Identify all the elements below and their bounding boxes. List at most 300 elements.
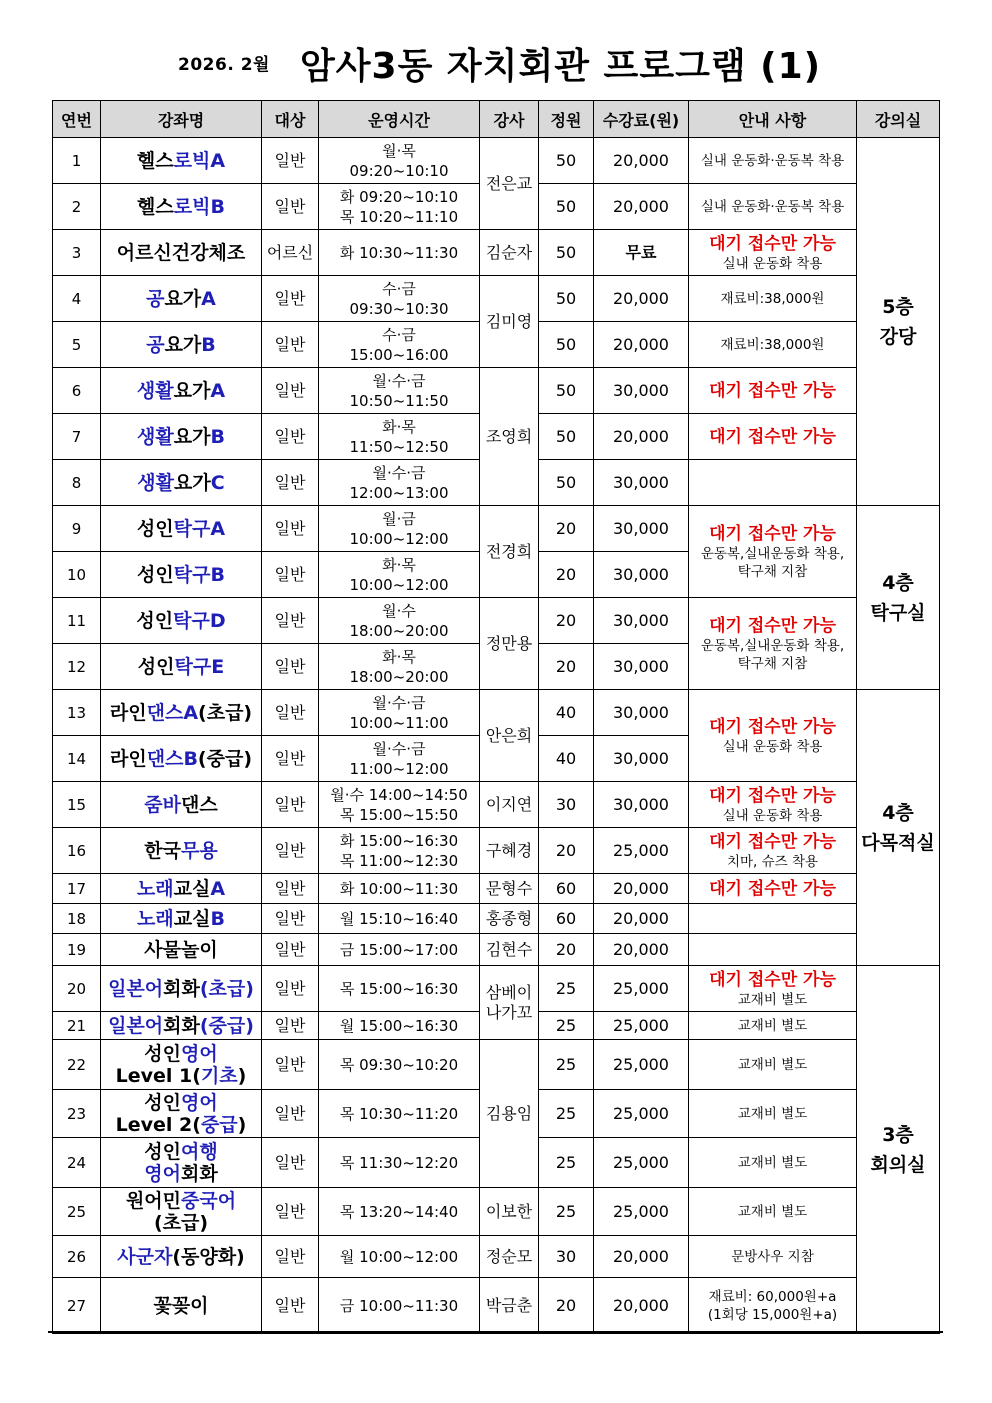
tuition-fee: 25,000 xyxy=(594,1012,689,1040)
notice xyxy=(689,1236,857,1278)
table-row xyxy=(53,276,940,322)
target-group: 일반 xyxy=(262,644,319,690)
notice-line: 실내 운동화·운동복 착용 xyxy=(700,198,845,215)
course-name xyxy=(101,368,262,414)
course-name-part: 어르신건강체조 xyxy=(116,241,246,264)
schedule-time xyxy=(319,690,480,736)
schedule-time-line: 10:50~11:50 xyxy=(349,391,449,410)
capacity: 20 xyxy=(539,598,594,644)
course-name-part: 성인 xyxy=(136,517,174,540)
schedule-time-line: 09:20~10:10 xyxy=(349,161,449,180)
schedule-time xyxy=(319,782,480,828)
course-name-part: B xyxy=(210,907,225,930)
table-row xyxy=(53,782,940,828)
row-number: 27 xyxy=(53,1278,101,1334)
instructor-line: 삼베이 xyxy=(485,982,533,1002)
course-name-part: 공 xyxy=(146,287,165,310)
course-name xyxy=(101,552,262,598)
course-name-part: C xyxy=(210,471,225,494)
course-name-part: B xyxy=(210,425,225,448)
waitlist-notice: 대기 접수만 가능 xyxy=(709,426,836,447)
row-number: 11 xyxy=(53,598,101,644)
capacity: 20 xyxy=(539,506,594,552)
target-group: 일반 xyxy=(262,1236,319,1278)
header-col-room: 강의실 xyxy=(857,101,940,138)
instructor xyxy=(480,506,539,598)
course-name-part: ) xyxy=(237,1113,247,1136)
target-group: 일반 xyxy=(262,874,319,904)
course-name-part: 기초 xyxy=(200,1064,238,1087)
schedule-time-line: 화·목 xyxy=(382,417,416,436)
course-name-part: Level 1( xyxy=(115,1064,201,1087)
schedule-time xyxy=(319,1012,480,1040)
notice xyxy=(689,934,857,966)
course-name-part: B xyxy=(201,333,216,356)
course-name-part: 생활 xyxy=(137,425,174,448)
notice xyxy=(689,828,857,874)
target-group: 일반 xyxy=(262,828,319,874)
tuition-fee: 30,000 xyxy=(594,690,689,736)
course-name-part: 영어 xyxy=(144,1162,181,1185)
course-name-part: (초급) xyxy=(199,977,254,1000)
schedule-time-line: 목 11:00~12:30 xyxy=(339,851,459,870)
tuition-fee: 30,000 xyxy=(594,506,689,552)
schedule-time xyxy=(319,644,480,690)
notice-line: 실내 운동화 착용 xyxy=(722,738,823,755)
row-number: 26 xyxy=(53,1236,101,1278)
tuition-fee: 20,000 xyxy=(594,414,689,460)
course-name-part: 생활 xyxy=(136,379,174,402)
course-name-part: 중급 xyxy=(200,1113,238,1136)
course-name xyxy=(101,138,262,184)
notice xyxy=(689,414,857,460)
course-name-part: D xyxy=(209,609,226,632)
schedule-time-line: 화·목 xyxy=(382,647,416,666)
row-number: 7 xyxy=(53,414,101,460)
notice xyxy=(689,368,857,414)
schedule-time-line: 10:00~12:00 xyxy=(349,575,449,594)
row-number: 17 xyxy=(53,874,101,904)
course-name-part: 일본어 xyxy=(108,1014,164,1037)
target-group: 일반 xyxy=(262,782,319,828)
capacity: 50 xyxy=(539,368,594,414)
instructor xyxy=(480,1040,539,1188)
capacity: 20 xyxy=(539,828,594,874)
schedule-time-line: 11:50~12:50 xyxy=(349,437,449,456)
capacity: 40 xyxy=(539,736,594,782)
target-group: 일반 xyxy=(262,904,319,934)
target-group: 일반 xyxy=(262,460,319,506)
notice-line: 재료비:38,000원 xyxy=(720,336,825,353)
course-name-part: (동양화) xyxy=(172,1245,245,1268)
notice xyxy=(689,690,857,782)
tuition-fee: 25,000 xyxy=(594,1138,689,1188)
capacity: 25 xyxy=(539,1012,594,1040)
table-row xyxy=(53,138,940,184)
row-number: 8 xyxy=(53,460,101,506)
course-name-part: 로빅 xyxy=(173,149,211,172)
schedule-time xyxy=(319,414,480,460)
row-number: 25 xyxy=(53,1188,101,1236)
course-name-part: 무용 xyxy=(181,839,218,862)
classroom-line: 회의실 xyxy=(870,1153,926,1176)
course-name-part: 탁구 xyxy=(173,517,211,540)
waitlist-notice: 대기 접수만 가능 xyxy=(709,969,836,990)
course-name xyxy=(101,904,262,934)
classroom-line: 강당 xyxy=(879,325,917,348)
waitlist-notice: 대기 접수만 가능 xyxy=(709,523,836,544)
capacity: 50 xyxy=(539,230,594,276)
notice-line: 실내 운동화 착용 xyxy=(722,807,823,824)
notice-line: 재료비: 60,000원+a xyxy=(708,1288,837,1305)
table-row xyxy=(53,1236,940,1278)
course-name xyxy=(101,184,262,230)
table-row xyxy=(53,1278,940,1334)
schedule-time-line: 월·금 xyxy=(382,509,416,528)
course-name-part: 탁구 xyxy=(173,563,211,586)
course-name-part: A xyxy=(201,287,216,310)
course-name xyxy=(101,1236,262,1278)
target-group: 일반 xyxy=(262,1012,319,1040)
waitlist-notice: 대기 접수만 가능 xyxy=(709,878,836,899)
schedule-time-line: 월·수 xyxy=(382,601,416,620)
course-name-part: 탁구 xyxy=(174,655,212,678)
course-name-part: 라인 xyxy=(110,747,147,770)
course-name-part: (중급) xyxy=(199,1014,254,1037)
course-name xyxy=(101,598,262,644)
course-name-part: 성인 xyxy=(137,655,175,678)
notice-line: 교재비 별도 xyxy=(737,1017,808,1034)
course-name-part: 댄스 xyxy=(181,793,218,816)
course-name-part: (초급) xyxy=(153,1211,209,1234)
course-name xyxy=(101,1138,262,1188)
schedule-time-line: 목 15:00~16:30 xyxy=(339,979,459,998)
instructor-line: 김용임 xyxy=(485,1103,533,1123)
course-name-part: A xyxy=(210,149,226,172)
instructor-line: 전경희 xyxy=(485,541,533,561)
notice xyxy=(689,966,857,1012)
course-name xyxy=(101,828,262,874)
course-name-part: 성인 xyxy=(144,1042,181,1065)
notice xyxy=(689,184,857,230)
schedule-time-line: 월·수·금 xyxy=(372,463,426,482)
tuition-fee: 25,000 xyxy=(594,966,689,1012)
target-group: 일반 xyxy=(262,552,319,598)
instructor xyxy=(480,690,539,782)
course-name-part: 헬스 xyxy=(137,195,174,218)
schedule-time-line: 화 15:00~16:30 xyxy=(339,831,459,850)
capacity: 50 xyxy=(539,138,594,184)
schedule-time-line: 목 13:20~14:40 xyxy=(339,1202,459,1221)
tuition-fee: 25,000 xyxy=(594,1188,689,1236)
course-name-part: 교실 xyxy=(173,877,211,900)
target-group: 일반 xyxy=(262,276,319,322)
notice-line: 탁구채 지참 xyxy=(737,655,808,672)
schedule-time xyxy=(319,322,480,368)
schedule-time xyxy=(319,1138,480,1188)
classroom-line: 4층 xyxy=(882,801,914,824)
target-group: 일반 xyxy=(262,1278,319,1334)
course-name xyxy=(101,1278,262,1334)
row-number: 18 xyxy=(53,904,101,934)
instructor-line: 나가꼬 xyxy=(485,1002,533,1022)
course-name-part: ) xyxy=(237,1064,247,1087)
schedule-time-line: 화 09:20~10:10 xyxy=(339,187,459,206)
course-name-part: 여행 xyxy=(181,1140,218,1163)
schedule-time-line: 18:00~20:00 xyxy=(349,667,449,686)
course-name-part: 로빅 xyxy=(173,195,211,218)
title-date: 2026. 2월 xyxy=(178,55,270,75)
course-name-part: 회화 xyxy=(163,977,200,1000)
header-col-time: 운영시간 xyxy=(319,101,480,138)
schedule-time-line: 월·수 14:00~14:50 xyxy=(330,785,468,804)
course-name-part: 요가 xyxy=(173,425,211,448)
course-name-part: 탁구 xyxy=(173,609,210,632)
tuition-fee: 20,000 xyxy=(594,276,689,322)
notice-line: 탁구채 지참 xyxy=(737,563,808,580)
capacity: 25 xyxy=(539,966,594,1012)
instructor-line: 전은교 xyxy=(485,173,533,193)
target-group: 일반 xyxy=(262,966,319,1012)
row-number: 12 xyxy=(53,644,101,690)
course-name-part: 요가 xyxy=(164,333,202,356)
schedule-time-line: 월·수·금 xyxy=(372,739,426,758)
tuition-fee: 30,000 xyxy=(594,598,689,644)
table-row xyxy=(53,368,940,414)
capacity: 30 xyxy=(539,1236,594,1278)
course-name-part: A xyxy=(210,379,226,402)
schedule-time-line: 화 10:30~11:30 xyxy=(339,243,459,262)
course-name-part: B xyxy=(210,195,225,218)
table-row xyxy=(53,1040,940,1090)
target-group: 어르신 xyxy=(262,230,319,276)
capacity: 20 xyxy=(539,934,594,966)
schedule-time xyxy=(319,1236,480,1278)
schedule-time xyxy=(319,1278,480,1334)
capacity: 50 xyxy=(539,322,594,368)
course-name-part: (중급) xyxy=(197,747,252,770)
schedule-time-line: 월 10:00~12:00 xyxy=(339,1247,459,1266)
notice xyxy=(689,1040,857,1090)
course-name-part: 영어 xyxy=(181,1091,218,1114)
instructor xyxy=(480,598,539,690)
course-name xyxy=(101,322,262,368)
table-row xyxy=(53,690,940,736)
waitlist-notice: 대기 접수만 가능 xyxy=(709,380,836,401)
schedule-time xyxy=(319,1188,480,1236)
table-row xyxy=(53,598,940,644)
course-name-part: 댄스 xyxy=(146,747,184,770)
row-number: 10 xyxy=(53,552,101,598)
capacity: 25 xyxy=(539,1138,594,1188)
notice-line: 문방사우 지참 xyxy=(731,1248,814,1265)
notice-line: 재료비:38,000원 xyxy=(720,290,825,307)
notice xyxy=(689,904,857,934)
classroom-line: 4층 xyxy=(882,571,914,594)
course-name-part: 생활 xyxy=(137,471,175,494)
course-name-part: A xyxy=(210,517,226,540)
target-group: 일반 xyxy=(262,598,319,644)
course-name-part: 헬스 xyxy=(136,149,174,172)
schedule-time-line: 수·금 xyxy=(382,279,416,298)
instructor xyxy=(480,276,539,368)
capacity: 20 xyxy=(539,552,594,598)
row-number: 1 xyxy=(53,138,101,184)
notice xyxy=(689,230,857,276)
target-group: 일반 xyxy=(262,1040,319,1090)
header-col-course: 강좌명 xyxy=(101,101,262,138)
tuition-fee: 30,000 xyxy=(594,644,689,690)
tuition-fee: 20,000 xyxy=(594,934,689,966)
table-row xyxy=(53,874,940,904)
row-number: 3 xyxy=(53,230,101,276)
instructor: 박금춘 xyxy=(480,1278,539,1334)
target-group: 일반 xyxy=(262,368,319,414)
course-name-part: B xyxy=(210,563,225,586)
instructor: 구혜경 xyxy=(480,828,539,874)
schedule-time xyxy=(319,230,480,276)
page-title: 암사3동 자치회관 프로그램 (1) xyxy=(300,46,822,87)
waitlist-notice: 대기 접수만 가능 xyxy=(709,233,836,254)
tuition-fee: 25,000 xyxy=(594,1090,689,1138)
tuition-fee: 20,000 xyxy=(594,322,689,368)
notice-line: 교재비 별도 xyxy=(737,1203,808,1220)
course-name-part: 영어 xyxy=(181,1042,218,1065)
row-number: 9 xyxy=(53,506,101,552)
table-row xyxy=(53,966,940,1012)
row-number: 22 xyxy=(53,1040,101,1090)
course-name-part: A xyxy=(210,877,226,900)
notice-line: 치마, 슈즈 착용 xyxy=(726,853,819,870)
instructor: 이보한 xyxy=(480,1188,539,1236)
course-name-part: 요가 xyxy=(174,471,211,494)
course-name xyxy=(101,460,262,506)
tuition-fee: 30,000 xyxy=(594,552,689,598)
schedule-time-line: 금 10:00~11:30 xyxy=(339,1296,459,1315)
schedule-time-line: 09:30~10:30 xyxy=(349,299,449,318)
header-col-capacity: 정원 xyxy=(539,101,594,138)
course-name-part: 회화 xyxy=(163,1014,200,1037)
schedule-time xyxy=(319,552,480,598)
instructor: 이지연 xyxy=(480,782,539,828)
notice xyxy=(689,460,857,506)
course-name-part: A xyxy=(183,701,199,724)
row-number: 19 xyxy=(53,934,101,966)
table-row xyxy=(53,904,940,934)
notice-line: 교재비 별도 xyxy=(737,1154,808,1171)
table-row xyxy=(53,828,940,874)
course-name-part: E xyxy=(211,655,225,678)
capacity: 25 xyxy=(539,1090,594,1138)
notice xyxy=(689,138,857,184)
schedule-time-line: 화 10:00~11:30 xyxy=(339,879,459,898)
course-name-part: 성인 xyxy=(136,609,174,632)
schedule-time-line: 금 15:00~17:00 xyxy=(339,940,459,959)
schedule-time xyxy=(319,1040,480,1090)
course-name-part: 회화 xyxy=(181,1162,218,1185)
instructor-line: 정만용 xyxy=(485,633,533,653)
notice xyxy=(689,782,857,828)
classroom-line: 탁구실 xyxy=(870,601,926,624)
course-name xyxy=(101,276,262,322)
schedule-time xyxy=(319,1090,480,1138)
course-name-part: (초급) xyxy=(198,701,253,724)
header-col-no: 연번 xyxy=(53,101,101,138)
target-group: 일반 xyxy=(262,1138,319,1188)
tuition-fee: 20,000 xyxy=(594,1278,689,1334)
capacity: 20 xyxy=(539,1278,594,1334)
instructor-line: 조영희 xyxy=(485,426,533,446)
course-name-part: 요가 xyxy=(173,379,211,402)
course-name xyxy=(101,1188,262,1236)
tuition-fee: 30,000 xyxy=(594,782,689,828)
course-name xyxy=(101,736,262,782)
header-col-fee: 수강료(원) xyxy=(594,101,689,138)
notice xyxy=(689,276,857,322)
course-name xyxy=(101,690,262,736)
course-name xyxy=(101,874,262,904)
tuition-fee: 25,000 xyxy=(594,1040,689,1090)
target-group: 일반 xyxy=(262,934,319,966)
target-group: 일반 xyxy=(262,1090,319,1138)
capacity: 25 xyxy=(539,1040,594,1090)
classroom-line: 다목적실 xyxy=(861,831,935,854)
capacity: 50 xyxy=(539,460,594,506)
notice xyxy=(689,322,857,368)
notice-line: 교재비 별도 xyxy=(737,1105,808,1122)
instructor: 홍종형 xyxy=(480,904,539,934)
schedule-time-line: 수·금 xyxy=(382,325,416,344)
capacity: 50 xyxy=(539,276,594,322)
notice xyxy=(689,1188,857,1236)
schedule-time xyxy=(319,506,480,552)
waitlist-notice: 대기 접수만 가능 xyxy=(709,785,836,806)
row-number: 23 xyxy=(53,1090,101,1138)
tuition-fee: 20,000 xyxy=(594,138,689,184)
waitlist-notice: 대기 접수만 가능 xyxy=(709,615,836,636)
capacity: 50 xyxy=(539,414,594,460)
course-name-part: 요가 xyxy=(164,287,202,310)
course-name xyxy=(101,1090,262,1138)
notice-line: 교재비 별도 xyxy=(737,1056,808,1073)
course-name-part: 성인 xyxy=(144,1140,181,1163)
notice xyxy=(689,1012,857,1040)
course-name xyxy=(101,966,262,1012)
tuition-fee: 30,000 xyxy=(594,736,689,782)
instructor xyxy=(480,368,539,506)
notice-line: 교재비 별도 xyxy=(737,991,808,1008)
capacity: 50 xyxy=(539,184,594,230)
schedule-time-line: 월·수·금 xyxy=(372,693,426,712)
instructor xyxy=(480,966,539,1040)
course-name-part: 노래 xyxy=(136,877,174,900)
program-table xyxy=(52,100,940,1334)
target-group: 일반 xyxy=(262,1188,319,1236)
notice-line: 실내 운동화 착용 xyxy=(722,255,823,272)
course-name-part: Level 2( xyxy=(115,1113,201,1136)
schedule-time-line: 목 11:30~12:20 xyxy=(339,1153,459,1172)
instructor: 김현수 xyxy=(480,934,539,966)
instructor-line: 김미영 xyxy=(485,311,533,331)
course-name-part: 일본어 xyxy=(108,977,164,1000)
schedule-time xyxy=(319,460,480,506)
schedule-time-line: 12:00~13:00 xyxy=(349,483,449,502)
schedule-time xyxy=(319,828,480,874)
course-name xyxy=(101,506,262,552)
header-col-note: 안내 사항 xyxy=(689,101,857,138)
schedule-time xyxy=(319,966,480,1012)
waitlist-notice: 대기 접수만 가능 xyxy=(709,716,836,737)
